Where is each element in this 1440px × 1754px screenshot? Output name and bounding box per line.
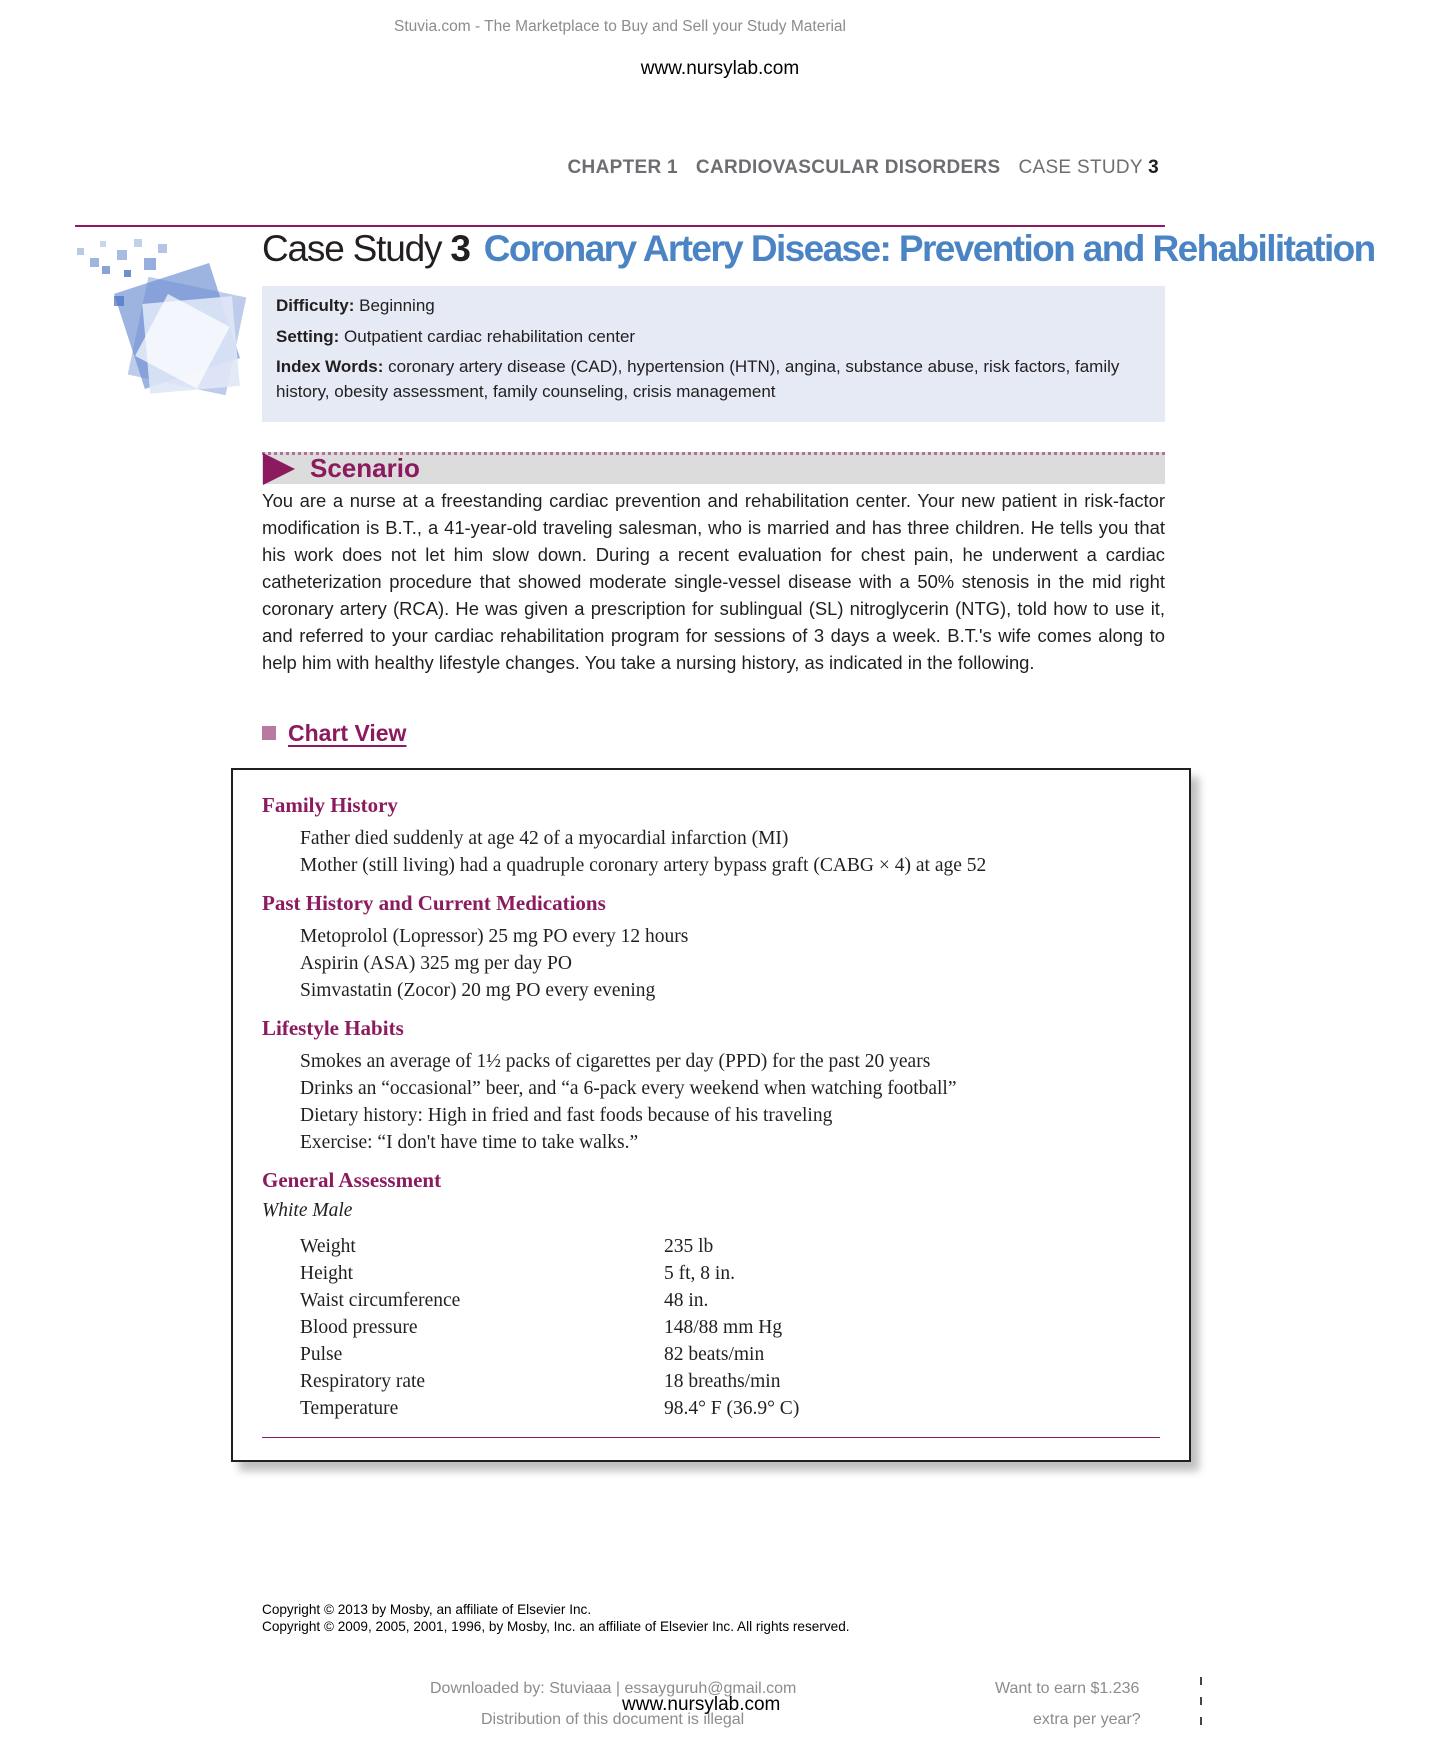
footer-earn-line[interactable]: Want to earn $1.236 — [995, 1680, 1140, 1697]
lifestyle-item: Exercise: “I don't have time to take walks.” — [300, 1132, 639, 1153]
footer-url: www.nursylab.com — [622, 1694, 781, 1715]
index-words-value: coronary artery disease (CAD), hypertension (HTN), angina, substance abuse, risk factors, family history, obesity assessment, family counseling, crisis management — [276, 357, 1120, 401]
header-rule — [75, 225, 1165, 227]
running-head-case-label: CASE STUDY — [1018, 157, 1143, 178]
assessment-label: Pulse — [300, 1344, 343, 1365]
case-study-title — [262, 228, 1375, 270]
chart-view-label: Chart View — [288, 720, 407, 746]
lifestyle-heading: Lifestyle Habits — [262, 1016, 404, 1040]
running-head-chapter: CHAPTER 1 — [567, 157, 678, 178]
family-history-item: Mother (still living) had a quadruple coronary artery bypass graft (CABG × 4) at age 52 — [300, 855, 987, 876]
assessment-label: Height — [300, 1263, 354, 1284]
assessment-label: Temperature — [300, 1398, 399, 1419]
case-info-box — [262, 286, 1165, 422]
chart-view-link[interactable] — [262, 720, 406, 747]
scenario-text: You are a nurse at a freestanding cardiac prevention and rehabilitation center. Your new patient in risk-factor modification is B.T., a 41-year-old traveling salesman, who is married and has three children. He tells you that his work does not let him slow down. During a recent evaluation for chest pain, he underwent a cardiac catheterization procedure that showed moderate single-vessel disease with a 50% stenosis in the mid right coronary artery (RCA). He was given a prescription for sublingual (SL) nitroglycerin (NTG), told how to use it, and referred to your cardiac rehabilitation program for sessions of 3 days a week. B.T.'s wife comes along to help him with healthy lifestyle changes. You take a nursing history, as indicated in the following. — [262, 490, 1165, 673]
setting-value: Outpatient cardiac rehabilitation center — [344, 326, 636, 346]
deco-square — [158, 244, 167, 253]
deco-square — [100, 241, 106, 247]
running-head-case-number: 3 — [1148, 157, 1159, 178]
scenario-heading: Scenario — [310, 453, 420, 483]
running-head-section: CARDIOVASCULAR DISORDERS — [695, 157, 1001, 178]
deco-square — [134, 239, 142, 247]
difficulty-label: Difficulty: — [276, 296, 355, 315]
footer-distribution-notice: Distribution of this document is illegal — [481, 1711, 745, 1728]
chart-bottom-rule — [262, 1437, 1160, 1438]
copyright-block — [262, 1601, 850, 1635]
general-assessment-subheading: White Male — [262, 1200, 353, 1221]
lifestyle-item: Drinks an “occasional” beer, and “a 6-pack every weekend when watching football” — [300, 1078, 957, 1099]
past-history-heading: Past History and Current Medications — [262, 891, 606, 915]
difficulty-row — [276, 294, 1151, 319]
deco-square — [117, 250, 127, 260]
scenario-arrow-icon — [263, 453, 295, 485]
index-words-row — [276, 355, 1151, 404]
lifestyle-item: Smokes an average of 1½ packs of cigarettes per day (PPD) for the past 20 years — [300, 1051, 931, 1072]
chart-view-square-icon — [262, 726, 276, 740]
medication-item: Metoprolol (Lopressor) 25 mg PO every 12 hours — [300, 926, 689, 947]
assessment-label: Waist circumference — [300, 1290, 461, 1311]
deco-square — [144, 258, 156, 270]
assessment-value: 5 ft, 8 in. — [664, 1263, 735, 1284]
family-history-heading: Family History — [262, 793, 398, 817]
deco-square — [102, 266, 110, 274]
footer-earn-line[interactable]: extra per year? — [1033, 1711, 1141, 1728]
setting-row — [276, 325, 1151, 350]
medication-item: Simvastatin (Zocor) 20 mg PO every evening — [300, 980, 656, 1001]
case-study-lead-text: Case Study — [262, 228, 442, 269]
assessment-label: Respiratory rate — [300, 1371, 426, 1392]
assessment-label: Blood pressure — [300, 1317, 418, 1338]
copyright-line: Copyright © 2009, 2005, 2001, 1996, by Mosby, Inc. an affiliate of Elsevier Inc. All rights reserved. — [262, 1619, 850, 1634]
decorative-squares-graphic — [72, 236, 247, 411]
general-assessment-heading: General Assessment — [262, 1168, 442, 1192]
case-study-lead — [262, 228, 470, 269]
assessment-value: 18 breaths/min — [664, 1371, 781, 1392]
index-words-label: Index Words: — [276, 357, 384, 376]
assessment-value: 98.4° F (36.9° C) — [664, 1398, 800, 1419]
lifestyle-item: Dietary history: High in fried and fast foods because of his traveling — [300, 1105, 833, 1126]
setting-label: Setting: — [276, 326, 340, 346]
deco-square — [77, 248, 84, 255]
difficulty-value: Beginning — [359, 296, 435, 315]
assessment-label: Weight — [300, 1236, 356, 1257]
edge-marks — [1200, 1677, 1204, 1737]
assessment-value: 82 beats/min — [664, 1344, 765, 1365]
case-study-number: 3 — [450, 228, 470, 269]
deco-square — [90, 258, 99, 267]
watermark-banner: Stuvia.com - The Marketplace to Buy and Sell your Study Material — [393, 18, 846, 35]
case-study-topic: Coronary Artery Disease: Prevention and Rehabilitation — [483, 228, 1375, 269]
copyright-line: Copyright © 2013 by Mosby, an affiliate of Elsevier Inc. — [262, 1602, 592, 1617]
assessment-value: 235 lb — [664, 1236, 714, 1257]
family-history-item: Father died suddenly at age 42 of a myocardial infarction (MI) — [300, 828, 789, 849]
deco-square — [124, 270, 131, 277]
footer-downloaded-by: Downloaded by: Stuviaaa | essayguruh@gmail.com — [430, 1680, 797, 1697]
assessment-value: 148/88 mm Hg — [664, 1317, 783, 1338]
assessment-value: 48 in. — [664, 1290, 709, 1311]
watermark-url: www.nursylab.com — [640, 58, 800, 79]
medication-item: Aspirin (ASA) 325 mg per day PO — [300, 953, 572, 974]
running-head — [568, 157, 1159, 179]
